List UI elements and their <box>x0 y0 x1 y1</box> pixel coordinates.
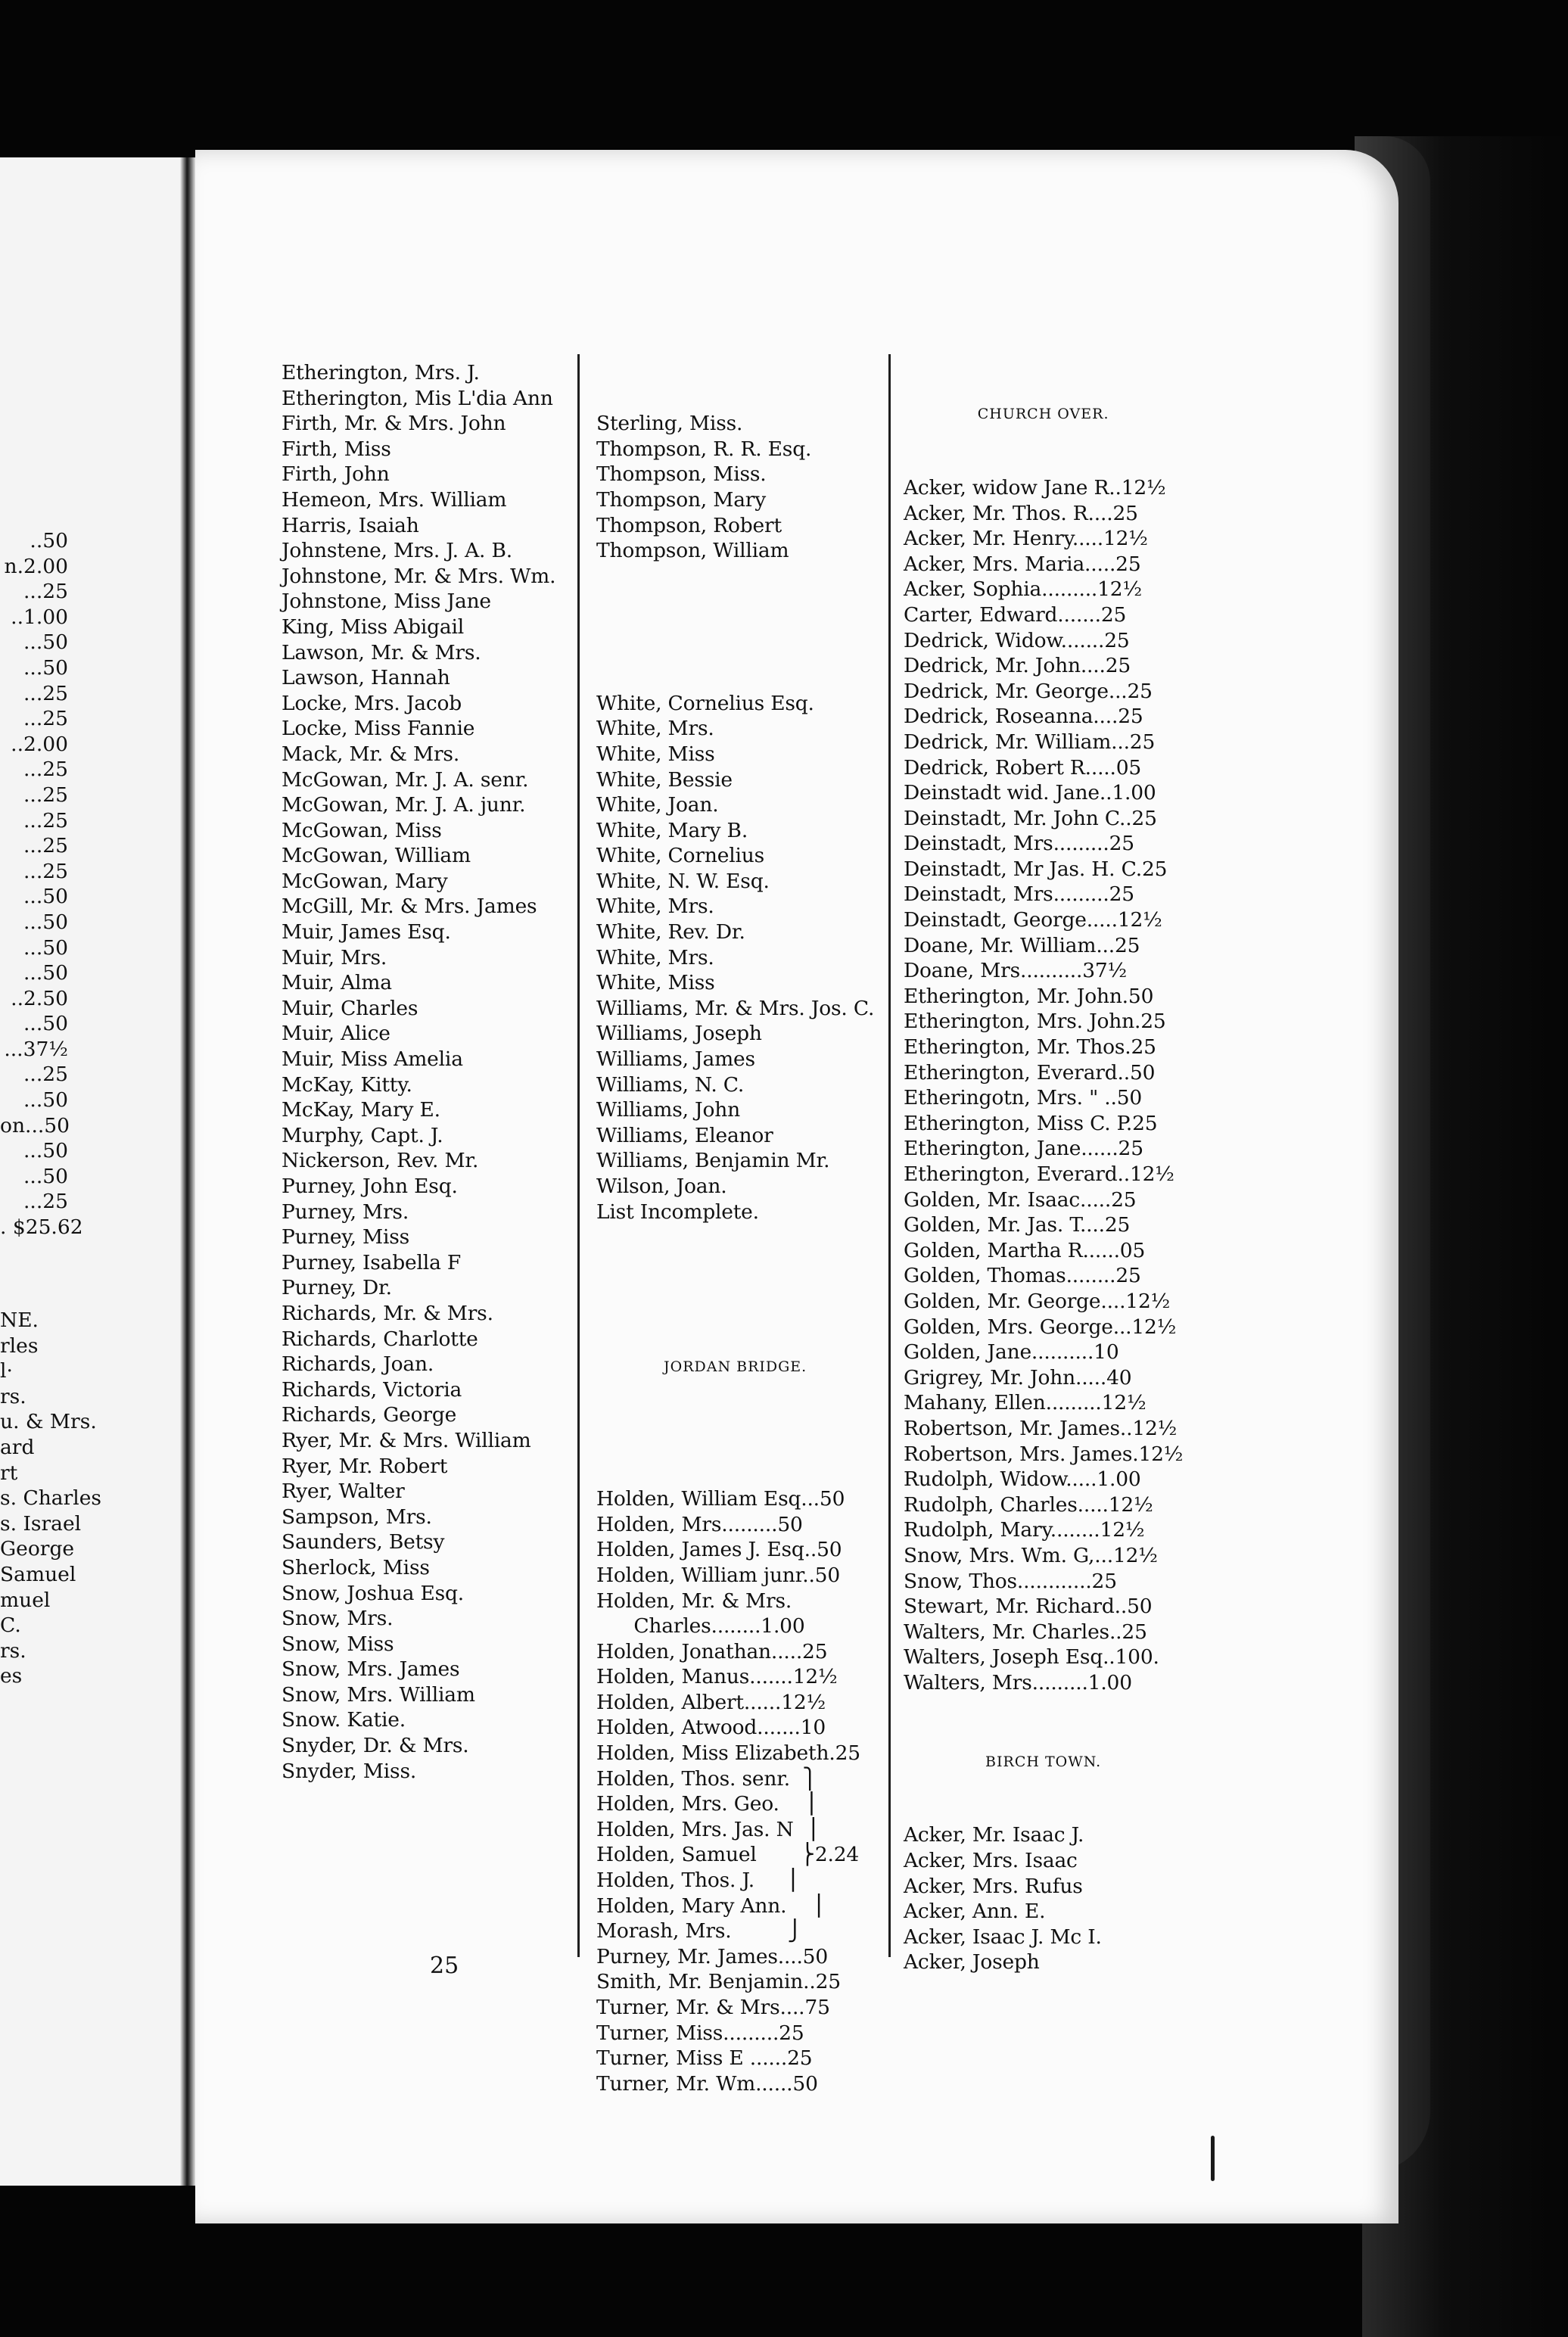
left-page-amount: ...50 <box>23 630 68 655</box>
left-page-amount: . $25.62 <box>0 1215 83 1240</box>
list-entry: Holden, Mrs.........50 <box>596 1512 803 1536</box>
list-entry: Snow, Mrs. William <box>282 1682 475 1707</box>
list-entry: Holden, Miss Elizabeth.25 <box>596 1741 860 1766</box>
left-page-amount: ...50 <box>23 1088 68 1112</box>
list-entry: Richards, Mr. & Mrs. <box>282 1301 493 1325</box>
list-entry: Deinstadt wid. Jane..1.00 <box>904 781 1156 805</box>
list-entry: Dedrick, Mr. William...25 <box>904 730 1156 754</box>
list-entry: Holden, Thos. senr. ⎫ <box>596 1766 818 1791</box>
left-page-fragment: rs. <box>0 1638 26 1663</box>
list-entry: Etherington, Everard..50 <box>904 1060 1156 1084</box>
list-entry: Etherington, Jane......25 <box>904 1137 1143 1161</box>
list-entry: Etherington, Miss C. P.25 <box>904 1111 1158 1135</box>
list-entry: Deinstadt, Mr. John C..25 <box>904 806 1157 830</box>
list-entry: Acker, Mr. Isaac J. <box>904 1823 1084 1847</box>
list-entry: Thompson, Miss. <box>596 462 767 487</box>
list-entry: White, Miss <box>596 971 715 995</box>
list-entry: Sampson, Mrs. <box>282 1505 432 1529</box>
list-entry: Holden, Jonathan.....25 <box>596 1639 828 1663</box>
list-entry: Golden, Mr. Jas. T....25 <box>904 1213 1131 1237</box>
list-entry: Firth, Miss <box>282 437 391 461</box>
list-entry: Williams, Benjamin Mr. <box>596 1149 830 1173</box>
list-entry: Golden, Mrs. George...12½ <box>904 1315 1177 1339</box>
list-entry: Holden, Albert......12½ <box>596 1690 826 1714</box>
list-entry: Acker, Mrs. Isaac <box>904 1849 1078 1873</box>
list-entry: White, Rev. Dr. <box>596 920 745 944</box>
list-entry: Johnstone, Mr. & Mrs. Wm. <box>282 564 556 588</box>
main-page <box>195 150 1398 2223</box>
list-entry: White, Miss <box>596 742 715 766</box>
column-rule-2 <box>888 354 891 1957</box>
left-page-fragment: rt <box>0 1461 18 1485</box>
left-page-amount: ...37½ <box>4 1037 68 1061</box>
list-entry: Mahany, Ellen.........12½ <box>904 1391 1146 1415</box>
list-entry: Muir, Miss Amelia <box>282 1047 463 1072</box>
list-entry: Walters, Mrs.........1.00 <box>904 1670 1132 1694</box>
left-page-amounts <box>0 528 204 1240</box>
left-page-amount: ...50 <box>23 1139 68 1163</box>
left-page-amount: ...50 <box>23 961 68 985</box>
left-page-amount: ...50 <box>23 1164 68 1188</box>
list-entry: Ryer, Walter <box>282 1480 405 1504</box>
left-page-amount: ..1.00 <box>11 605 68 629</box>
list-entry: Rudolph, Charles.....12½ <box>904 1492 1153 1517</box>
list-entry: Firth, John <box>282 462 390 487</box>
list-entry: Etherington, Mrs. J. <box>282 361 480 384</box>
list-entry: Etherington, Everard..12½ <box>904 1162 1174 1186</box>
list-entry: White, Cornelius Esq. <box>596 691 814 715</box>
list-entry: Acker, widow Jane R..12½ <box>904 475 1166 499</box>
list-entry: List Incomplete. <box>596 1200 759 1224</box>
list-entry: Deinstadt, Mrs.........25 <box>904 882 1134 907</box>
list-entry: Saunders, Betsy <box>282 1530 445 1554</box>
list-entry: Deinstadt, Mr Jas. H. C.25 <box>904 857 1168 881</box>
list-entry: Acker, Ann. E. <box>904 1900 1046 1924</box>
list-entry: Richards, Victoria <box>282 1377 462 1402</box>
list-entry: Rudolph, Widow.....1.00 <box>904 1467 1141 1492</box>
list-entry: Stewart, Mr. Richard..50 <box>904 1595 1153 1619</box>
left-page-amount: ...25 <box>23 1190 68 1214</box>
list-entry: Snyder, Miss. <box>282 1759 417 1783</box>
list-entry: Muir, Charles <box>282 996 418 1020</box>
list-entry: Purney, Dr. <box>282 1276 392 1300</box>
list-entry: Purney, Miss <box>282 1225 410 1249</box>
list-entry: Harris, Isaiah <box>282 513 419 537</box>
list-entry: Golden, Jane..........10 <box>904 1340 1119 1365</box>
list-entry: Johnstone, Miss Jane <box>282 590 491 614</box>
list-entry: Doane, Mr. William...25 <box>904 933 1140 957</box>
left-page-amount: on...50 <box>0 1113 70 1137</box>
list-entry: Holden, Mr. & Mrs. <box>596 1589 792 1613</box>
list-entry: Locke, Mrs. Jacob <box>282 691 462 715</box>
list-entry: Purney, Mrs. <box>282 1200 409 1224</box>
list-entry: Holden, James J. Esq..50 <box>596 1538 842 1562</box>
list-entry: Hemeon, Mrs. William <box>282 487 507 512</box>
list-entry: White, Mrs. <box>596 717 714 741</box>
list-entry: Dedrick, Mr. John....25 <box>904 654 1131 678</box>
list-entry: McGowan, Miss <box>282 818 442 842</box>
section-heading-birch-town: BIRCH TOWN. <box>985 1753 1102 1770</box>
list-entry: Golden, Mr. George....12½ <box>904 1289 1171 1313</box>
list-entry: Golden, Martha R......05 <box>904 1238 1146 1262</box>
left-page-fragment: s. Charles <box>0 1486 102 1511</box>
left-page-fragment: C. <box>0 1613 21 1638</box>
list-entry: Holden, William Esq...50 <box>596 1487 845 1511</box>
left-page-amount: ...25 <box>23 758 68 782</box>
list-entry: Snow, Mrs. <box>282 1607 394 1631</box>
list-entry: Richards, George <box>282 1403 457 1427</box>
list-entry: Deinstadt, George.....12½ <box>904 908 1162 932</box>
list-entry: Charles........1.00 <box>596 1614 805 1638</box>
left-page-fragment: muel <box>0 1588 51 1612</box>
list-entry: Acker, Mr. Henry.....12½ <box>904 527 1148 551</box>
left-page-amount: ...25 <box>23 859 68 883</box>
left-page-fragment: rles <box>0 1333 39 1358</box>
list-entry: Locke, Miss Fannie <box>282 717 475 741</box>
list-entry: White, Bessie <box>596 767 733 792</box>
list-entry: Williams, John <box>596 1098 740 1122</box>
list-entry: Turner, Miss.........25 <box>596 2021 804 2045</box>
left-page-amount: ...25 <box>23 834 68 858</box>
list-entry: Thompson, Mary <box>596 487 767 512</box>
list-entry: Rudolph, Mary........12½ <box>904 1518 1145 1542</box>
list-entry: McGowan, Mary <box>282 869 448 893</box>
column-2 <box>596 360 874 2148</box>
list-entry: Carter, Edward.......25 <box>904 602 1127 627</box>
list-entry: Lawson, Mr. & Mrs. <box>282 640 481 664</box>
list-entry: Sherlock, Miss <box>282 1555 430 1579</box>
left-page-fragment: rs. <box>0 1384 26 1408</box>
list-entry: Grigrey, Mr. John.....40 <box>904 1365 1132 1389</box>
list-entry: Golden, Mr. Isaac.....25 <box>904 1187 1137 1212</box>
list-entry: McGill, Mr. & Mrs. James <box>282 895 537 919</box>
list-entry: Snow. Katie. <box>282 1708 406 1732</box>
list-entry: Dedrick, Widow.......25 <box>904 628 1130 652</box>
list-entry: Acker, Mrs. Maria.....25 <box>904 552 1141 576</box>
list-entry: Etherington, Mrs. John.25 <box>904 1010 1166 1034</box>
list-entry: Deinstadt, Mrs.........25 <box>904 832 1134 856</box>
left-page-fragment: l· <box>0 1359 13 1383</box>
list-entry: Holden, Mrs. Jas. N ⎪ <box>596 1817 821 1841</box>
list-entry: Acker, Isaac J. Mc I. <box>904 1925 1102 1949</box>
list-entry: Snow, Joshua Esq. <box>282 1581 465 1605</box>
list-entry: Muir, Mrs. <box>282 945 387 969</box>
list-entry: McGowan, Mr. J. A. senr. <box>282 767 529 792</box>
list-entry: McGowan, William <box>282 844 471 868</box>
section-heading-jordan-bridge: JORDAN BRIDGE. <box>664 1358 807 1376</box>
list-entry: Dedrick, Mr. George...25 <box>904 679 1153 703</box>
list-entry: Muir, James Esq. <box>282 920 451 944</box>
list-entry: Holden, William junr..50 <box>596 1563 840 1587</box>
list-entry: Robertson, Mr. James..12½ <box>904 1416 1178 1440</box>
list-entry: Thompson, Robert <box>596 513 782 537</box>
list-entry: Smith, Mr. Benjamin..25 <box>596 1970 841 1994</box>
list-entry: Snow, Thos............25 <box>904 1569 1117 1593</box>
list-entry: Williams, Joseph <box>596 1022 762 1046</box>
list-entry: King, Miss Abigail <box>282 615 465 639</box>
list-entry: Holden, Atwood.......10 <box>596 1716 826 1740</box>
left-page-amount: ..50 <box>30 529 68 552</box>
list-entry: Acker, Sophia.........12½ <box>904 577 1142 602</box>
list-entry: Sterling, Miss. <box>596 412 743 436</box>
column-3 <box>904 348 1183 2026</box>
list-entry: McGowan, Mr. J. A. junr. <box>282 793 526 817</box>
list-entry: Lawson, Hannah <box>282 666 450 690</box>
left-page-fragment: Samuel <box>0 1562 76 1586</box>
list-entry: White, Mrs. <box>596 945 714 969</box>
list-entry: Muir, Alma <box>282 971 392 995</box>
list-entry: Acker, Joseph <box>904 1950 1040 1974</box>
list-entry: Turner, Miss E ......25 <box>596 2046 813 2071</box>
list-entry: Nickerson, Rev. Mr. <box>282 1149 479 1173</box>
list-entry: Johnstene, Mrs. J. A. B. <box>282 539 512 563</box>
left-page-fragment: es <box>0 1664 23 1688</box>
left-page-amount: ...50 <box>23 655 68 680</box>
list-entry: Williams, Mr. & Mrs. Jos. C. <box>596 996 875 1020</box>
list-entry: White, Mrs. <box>596 895 714 919</box>
list-entry: Thompson, William <box>596 539 789 563</box>
left-page-fragment: George <box>0 1537 75 1561</box>
list-entry: Snow, Miss <box>282 1632 394 1656</box>
left-page-fragment: ard <box>0 1435 35 1459</box>
left-page-amount: ...25 <box>23 707 68 731</box>
list-entry: McKay, Mary E. <box>282 1098 440 1122</box>
list-entry: Mack, Mr. & Mrs. <box>282 742 460 766</box>
list-entry: Purney, John Esq. <box>282 1175 458 1198</box>
column-rule-1 <box>577 354 580 1957</box>
list-entry: Walters, Mr. Charles..25 <box>904 1620 1147 1644</box>
page-number: 25 <box>430 1953 459 1979</box>
left-page-fragments <box>0 1308 204 1689</box>
left-page-amount: ...50 <box>23 1012 68 1036</box>
list-entry: Richards, Charlotte <box>282 1327 478 1351</box>
left-page-amount: ...25 <box>23 580 68 604</box>
list-entry: Dedrick, Robert R.....05 <box>904 755 1142 780</box>
list-entry: Snyder, Dr. & Mrs. <box>282 1734 469 1758</box>
list-entry: Firth, Mr. & Mrs. John <box>282 412 506 436</box>
left-page-amount: ...50 <box>23 910 68 934</box>
left-page-amount: ..2.00 <box>11 732 68 756</box>
list-entry: White, Mary B. <box>596 818 748 842</box>
page-mark <box>1211 2136 1215 2181</box>
left-page-fragment: u. & Mrs. <box>0 1410 97 1434</box>
list-entry: Walters, Joseph Esq..100. <box>904 1645 1159 1670</box>
list-entry: White, Cornelius <box>596 844 765 868</box>
list-entry: Williams, James <box>596 1047 755 1072</box>
left-page-amount: ...25 <box>23 808 68 832</box>
list-entry: Thompson, R. R. Esq. <box>596 437 812 461</box>
list-entry: Holden, Samuel ⎬2.24 <box>596 1843 860 1867</box>
list-entry: Dedrick, Roseanna....25 <box>904 705 1143 729</box>
list-entry: Etherington, Mis L'dia Ann <box>282 386 553 410</box>
left-page-fragment: s. Israel <box>0 1511 82 1536</box>
list-entry: Acker, Mrs. Rufus <box>904 1874 1083 1898</box>
left-page-amount: ...50 <box>23 935 68 960</box>
left-page-amount: ...25 <box>23 681 68 705</box>
list-entry: White, N. W. Esq. <box>596 869 770 893</box>
list-entry: Turner, Mr. & Mrs....75 <box>596 1996 830 2019</box>
list-entry: Williams, N. C. <box>596 1072 745 1097</box>
left-page-amount: ...25 <box>23 783 68 807</box>
list-entry: Purney, Isabella F <box>282 1250 462 1274</box>
left-page-amount: ...50 <box>23 885 68 909</box>
list-entry: Murphy, Capt. J. <box>282 1123 443 1147</box>
list-entry: Muir, Alice <box>282 1022 390 1046</box>
list-entry: Golden, Thomas........25 <box>904 1264 1141 1288</box>
list-entry: Holden, Mrs. Geo. ⎪ <box>596 1792 820 1816</box>
list-entry: Holden, Mary Ann. ⎪ <box>596 1894 826 1918</box>
list-entry: Etherington, Mr. Thos.25 <box>904 1035 1156 1060</box>
list-entry: Holden, Thos. J. ⎪ <box>596 1869 801 1893</box>
list-entry: Etheringotn, Mrs. " ..50 <box>904 1086 1143 1110</box>
left-page-amount: n.2.00 <box>4 554 68 578</box>
list-entry: Snow, Mrs. James <box>282 1657 460 1682</box>
list-entry: Purney, Mr. James....50 <box>596 1944 828 1968</box>
left-page <box>0 157 209 2186</box>
list-entry: Ryer, Mr. & Mrs. William <box>282 1428 531 1452</box>
book-gutter <box>180 157 195 2186</box>
list-entry: Wilson, Joan. <box>596 1175 727 1198</box>
list-entry: Snow, Mrs. Wm. G,...12½ <box>904 1543 1158 1567</box>
list-entry: White, Joan. <box>596 793 719 817</box>
list-entry: Doane, Mrs..........37½ <box>904 959 1128 983</box>
left-page-amount: ..2.50 <box>11 986 68 1010</box>
section-heading-church-over: CHURCH OVER. <box>977 406 1109 423</box>
list-entry: Acker, Mr. Thos. R....25 <box>904 501 1138 525</box>
column-1 <box>282 360 555 1784</box>
left-page-fragment: NE. <box>0 1309 39 1332</box>
list-entry: Turner, Mr. Wm......50 <box>596 2071 818 2096</box>
left-page-amount: ...25 <box>23 1063 68 1087</box>
list-entry: Holden, Manus.......12½ <box>596 1665 838 1689</box>
list-entry: Etherington, Mr. John.50 <box>904 984 1154 1008</box>
list-entry: McKay, Kitty. <box>282 1072 412 1097</box>
list-entry: Williams, Eleanor <box>596 1123 773 1147</box>
list-entry: Richards, Joan. <box>282 1352 434 1377</box>
list-entry: Ryer, Mr. Robert <box>282 1454 448 1478</box>
list-entry: Robertson, Mrs. James.12½ <box>904 1442 1184 1466</box>
list-entry: Morash, Mrs. ⎭ <box>596 1919 803 1943</box>
